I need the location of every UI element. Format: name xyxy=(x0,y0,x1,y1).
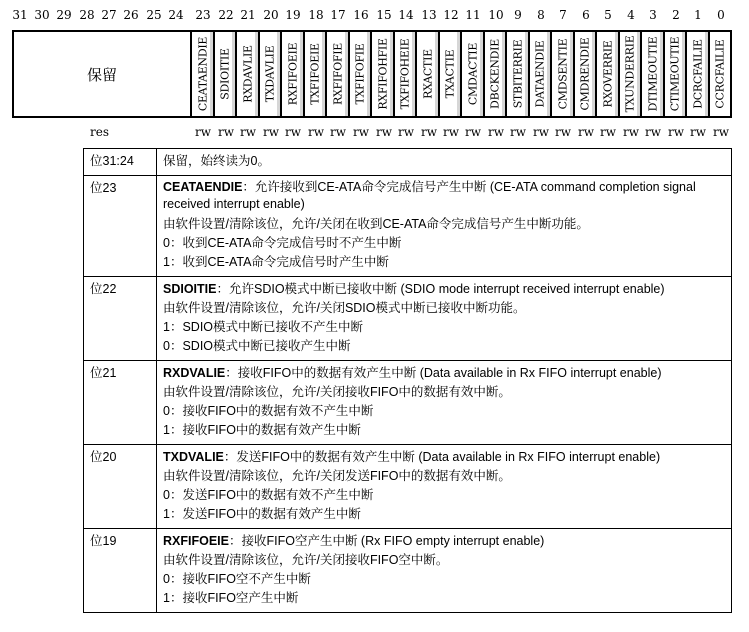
field-rxdavlie: RXDAVLIE xyxy=(237,32,260,116)
field-txfifoeie: TXFIFOEIE xyxy=(305,32,327,116)
bit-number: 8 xyxy=(537,8,545,22)
bit-number: 22 xyxy=(218,8,234,22)
field-cmdactie: CMDACTIE xyxy=(462,32,485,116)
table-row xyxy=(84,361,732,445)
description-heading: ：接收FIFO中的数据有效产生中断 (Data available in Rx FIFO interrupt enable) xyxy=(225,366,662,380)
table-row xyxy=(84,445,732,529)
table-row xyxy=(84,529,732,613)
bit-number: 20 xyxy=(263,8,279,22)
bit-number: 17 xyxy=(330,8,346,22)
access-type: rw xyxy=(464,125,481,139)
field-dbckendie: DBCKENDIE xyxy=(485,32,507,116)
description-line: 1：接收FIFO中的数据有效产生中断 xyxy=(163,423,361,437)
field-txunderrie: TXUNDERRIE xyxy=(620,32,642,116)
access-type: rw xyxy=(509,125,526,139)
bit-description-table xyxy=(83,148,732,613)
bit-number: 19 xyxy=(285,8,301,22)
field-rxfifofie: RXFIFOFIE xyxy=(327,32,350,116)
description-line: 1：收到CE-ATA命令完成信号时产生中断 xyxy=(163,255,389,269)
access-type: rw xyxy=(599,125,616,139)
bit-number: 29 xyxy=(56,8,72,22)
bit-number: 11 xyxy=(465,8,481,22)
bit-number: 12 xyxy=(443,8,459,22)
field-cmdrendie: CMDRENDIE xyxy=(575,32,597,116)
bit-range: 位22 xyxy=(84,277,157,361)
access-type: rw xyxy=(375,125,392,139)
access-type: rw xyxy=(284,125,301,139)
bit-number: 31 xyxy=(12,8,28,22)
bit-number: 4 xyxy=(627,8,635,22)
access-type: rw xyxy=(644,125,661,139)
access-type: rw xyxy=(239,125,256,139)
field-name: RXFIFOEIE xyxy=(163,534,229,548)
bit-number: 24 xyxy=(168,8,184,22)
bit-number: 13 xyxy=(421,8,437,22)
description-line: 0：接收FIFO空不产生中断 xyxy=(163,572,311,586)
bit-number: 16 xyxy=(353,8,369,22)
description-heading: ：发送FIFO中的数据有效产生中断 (Data available in Rx FIFO interrupt enable) xyxy=(223,450,661,464)
bit-description xyxy=(157,529,732,613)
description-line: 1：接收FIFO空产生中断 xyxy=(163,591,299,605)
description-line: 由软件设置/清除该位，允许/关闭发送FIFO中的数据有效中断。 xyxy=(163,469,511,483)
field-ctimeoutie: CTIMEOUTIE xyxy=(665,32,687,116)
field-name: CEATAENDIE xyxy=(163,180,243,194)
bit-range: 位23 xyxy=(84,176,157,277)
bit-number: 30 xyxy=(34,8,50,22)
field-ceataendie: CEATAENDIE xyxy=(192,32,215,116)
bit-range: 位20 xyxy=(84,445,157,529)
reserved-field: 保留 xyxy=(14,32,192,116)
bit-number: 1 xyxy=(694,8,702,22)
access-row xyxy=(0,125,749,141)
bit-number-row xyxy=(0,8,749,24)
access-type: rw xyxy=(577,125,594,139)
description-line: 由软件设置/清除该位，允许/关闭SDIO模式中断已接收中断功能。 xyxy=(163,301,526,315)
description-line: 1：SDIO模式中断已接收不产生中断 xyxy=(163,320,364,334)
bit-description xyxy=(157,361,732,445)
register-diagram xyxy=(12,30,732,118)
field-dtimeoutie: DTIMEOUTIE xyxy=(642,32,665,116)
bit-number: 28 xyxy=(79,8,95,22)
description-heading: ：接收FIFO空产生中断 (Rx FIFO empty interrupt enable) xyxy=(228,534,545,548)
access-reserved: res xyxy=(90,125,109,139)
description-line: 0：SDIO模式中断已接收产生中断 xyxy=(163,339,351,353)
bit-number: 9 xyxy=(514,8,522,22)
field-stbiterrie: STBITERRIE xyxy=(507,32,530,116)
bit-number: 21 xyxy=(240,8,256,22)
field-dcrcfailie: DCRCFAILIE xyxy=(687,32,710,116)
table-row xyxy=(84,277,732,361)
access-type: rw xyxy=(262,125,279,139)
access-type: rw xyxy=(689,125,706,139)
access-type: rw xyxy=(712,125,729,139)
access-type: rw xyxy=(352,125,369,139)
table-row xyxy=(84,149,732,176)
description-line: 0：收到CE-ATA命令完成信号时不产生中断 xyxy=(163,236,402,250)
field-rxfifoeie: RXFIFOEIE xyxy=(282,32,305,116)
description-line: 0：发送FIFO中的数据有效不产生中断 xyxy=(163,488,374,502)
field-sdioitie: SDIOITIE xyxy=(215,32,237,116)
description-line: 由软件设置/清除该位，允许/关闭接收FIFO中的数据有效中断。 xyxy=(163,385,511,399)
bit-number: 3 xyxy=(649,8,657,22)
field-rxoverrie: RXOVERRIE xyxy=(597,32,620,116)
bit-description xyxy=(157,176,732,277)
bit-range: 位21 xyxy=(84,361,157,445)
field-cmdsentie: CMDSENTIE xyxy=(552,32,575,116)
access-type: rw xyxy=(420,125,437,139)
bit-description xyxy=(157,277,732,361)
bit-description xyxy=(157,149,732,176)
description-line: 1：发送FIFO中的数据有效产生中断 xyxy=(163,507,361,521)
access-type: rw xyxy=(397,125,414,139)
bit-number: 5 xyxy=(604,8,612,22)
bit-number: 23 xyxy=(195,8,211,22)
bit-number: 14 xyxy=(398,8,414,22)
field-name: SDIOITIE xyxy=(163,282,217,296)
bit-number: 18 xyxy=(308,8,324,22)
field-txactie: TXACTIE xyxy=(440,32,462,116)
bit-number: 2 xyxy=(672,8,680,22)
bit-number: 25 xyxy=(146,8,162,22)
description-heading: ：允许SDIO模式中断已接收中断 (SDIO mode interrupt received interrupt enable) xyxy=(216,282,665,296)
bit-number: 15 xyxy=(376,8,392,22)
access-type: rw xyxy=(442,125,459,139)
field-txdavlie: TXDAVLIE xyxy=(260,32,282,116)
description-line: 0：接收FIFO中的数据有效不产生中断 xyxy=(163,404,374,418)
access-type: rw xyxy=(487,125,504,139)
field-ccrcfailie: CCRCFAILIE xyxy=(713,39,727,109)
field-dataendie: DATAENDIE xyxy=(530,32,552,116)
access-type: rw xyxy=(217,125,234,139)
access-type: rw xyxy=(307,125,324,139)
bit-range: 位31:24 xyxy=(84,149,157,176)
description-line: 由软件设置/清除该位，允许/关闭接收FIFO空中断。 xyxy=(163,553,449,567)
description-heading: 保留，始终读为0。 xyxy=(163,154,270,168)
access-type: rw xyxy=(532,125,549,139)
bit-range: 位19 xyxy=(84,529,157,613)
field-rxactie: RXACTIE xyxy=(417,32,440,116)
bit-number: 6 xyxy=(582,8,590,22)
access-type: rw xyxy=(554,125,571,139)
field-txfifofie: TXFIFOFIE xyxy=(350,32,372,116)
access-type: rw xyxy=(667,125,684,139)
field-rxfifohfie: RXFIFOHFIE xyxy=(372,32,395,116)
bit-description xyxy=(157,445,732,529)
access-type: rw xyxy=(329,125,346,139)
field-name: TXDVALIE xyxy=(163,450,224,464)
table-row xyxy=(84,176,732,277)
description-heading: ：允许接收到CE-ATA命令完成信号产生中断 (CE-ATA command completion signal received interrupt enable) xyxy=(163,180,696,211)
bit-number: 27 xyxy=(101,8,117,22)
field-name: RXDVALIE xyxy=(163,366,226,380)
field-txfifoheie: TXFIFOHEIE xyxy=(395,32,417,116)
access-type: rw xyxy=(194,125,211,139)
description-line: 由软件设置/清除该位，允许/关闭在收到CE-ATA命令完成信号产生中断功能。 xyxy=(163,217,589,231)
bit-number: 26 xyxy=(123,8,139,22)
bit-number: 10 xyxy=(488,8,504,22)
bit-number: 0 xyxy=(717,8,725,22)
bit-number: 7 xyxy=(559,8,567,22)
access-type: rw xyxy=(622,125,639,139)
